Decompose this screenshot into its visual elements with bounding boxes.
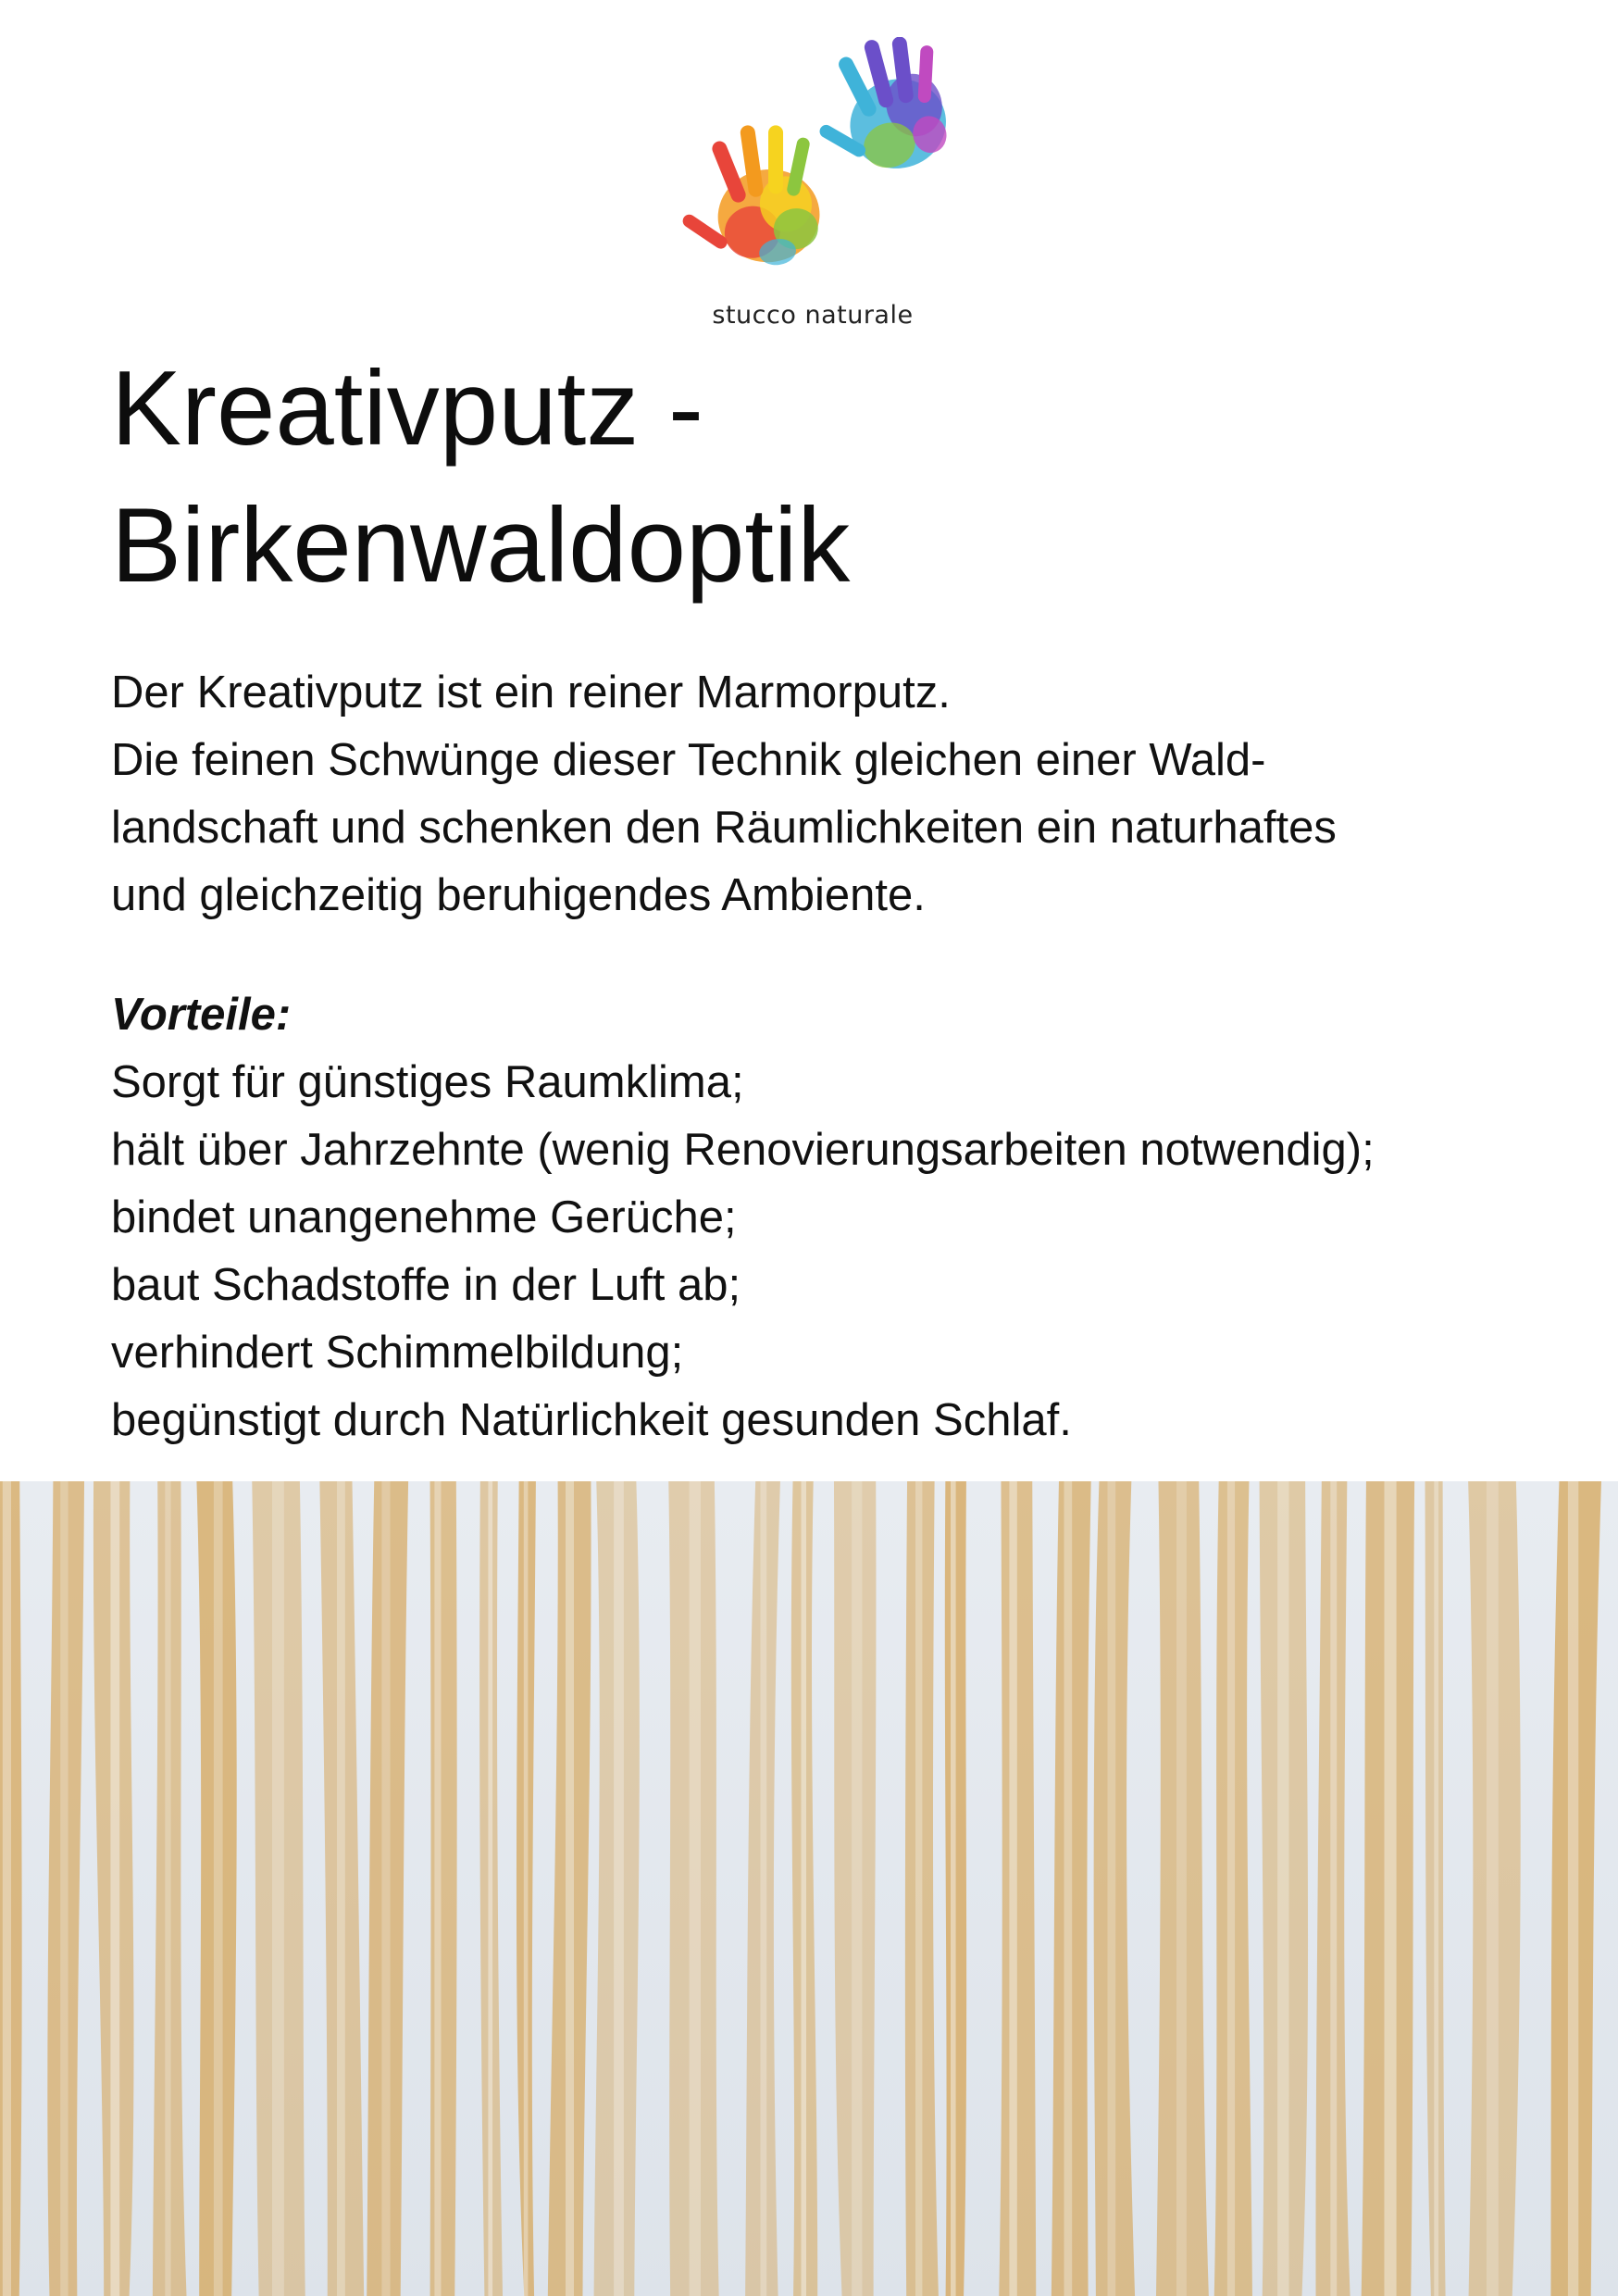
logo-text: stucco naturale [712,301,914,330]
handprints-icon [674,37,952,296]
texture-highlight [761,1481,767,2296]
advantages-list [111,1049,1375,1454]
texture-highlight [214,1481,223,2296]
texture-highlight [60,1481,68,2296]
texture-highlight [165,1481,170,2296]
texture-highlight [1568,1481,1578,2296]
texture-highlight [1108,1481,1116,2296]
title-line-1: Kreativputz - [111,350,703,468]
intro-line: und gleichzeitig beruhigendes Ambiente. [111,870,926,920]
texture-highlight [1385,1481,1397,2296]
texture-highlight [566,1481,574,2296]
texture-highlight [1277,1481,1288,2296]
title-line-2: Birkenwaldoptik [111,487,851,605]
texture-highlight [802,1481,807,2296]
texture-highlight [951,1481,956,2296]
texture-highlight [1064,1481,1073,2296]
texture-highlight [434,1481,441,2296]
texture-highlight [1487,1481,1499,2296]
advantage-item: hält über Jahrzehnte (wenig Renovierungsarbeiten notwendig); [111,1125,1375,1175]
birch-texture-image [0,1481,1618,2296]
texture-highlight [614,1481,624,2296]
advantage-item: bindet unangenehme Gerüche; [111,1192,737,1242]
intro-line: landschaft und schenken den Räumlichkeiten ein naturhaftes [111,803,1337,853]
texture-highlight [852,1481,862,2296]
texture-highlight [915,1481,922,2296]
advantage-item: begünstigt durch Natürlichkeit gesunden Schlaf. [111,1395,1072,1445]
texture-highlight [1176,1481,1187,2296]
texture-highlight [3,1481,11,2296]
texture-highlight [337,1481,345,2296]
page-title [111,341,1500,615]
texture-highlight [272,1481,284,2296]
texture-highlight [381,1481,390,2296]
intro-paragraph [111,659,1555,930]
texture-stroke [999,1481,1036,2296]
texture-highlight [488,1481,492,2296]
intro-line: Der Kreativputz ist ein reiner Marmorputz. [111,668,951,718]
texture-highlight [690,1481,701,2296]
texture-stroke [430,1481,457,2296]
brand-logo [674,37,952,343]
advantage-item: Sorgt für günstiges Raumklima; [111,1057,744,1107]
advantage-item: verhindert Schimmelbildung; [111,1328,684,1378]
advantage-item: baut Schadstoffe in der Luft ab; [111,1260,741,1310]
advantages-heading: Vorteile: [111,990,292,1040]
texture-highlight [1330,1481,1337,2296]
texture-highlight [1009,1481,1016,2296]
texture-highlight [1434,1481,1438,2296]
texture-highlight [1227,1481,1235,2296]
texture-highlight [524,1481,529,2296]
texture-highlight [110,1481,119,2296]
intro-line: Die feinen Schwünge dieser Technik gleichen einer Wald- [111,735,1266,785]
